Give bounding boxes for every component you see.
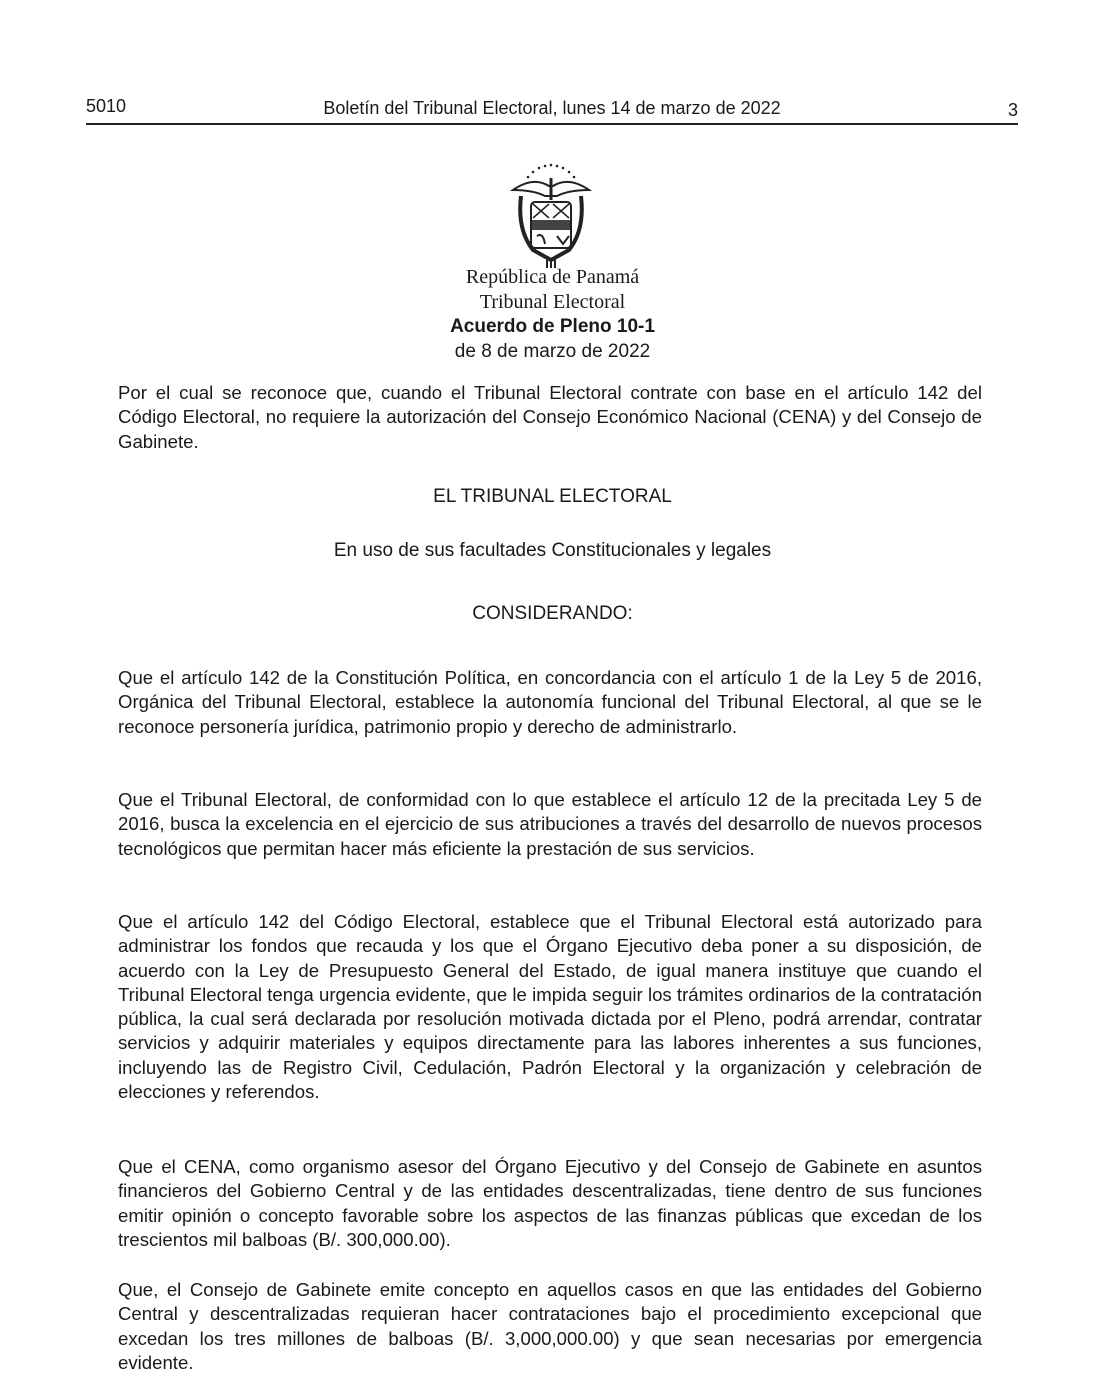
considering-paragraph-3: Que el artículo 142 del Código Electoral, establece que el Tribunal Electoral está autorizado para administrar los fondos que recauda y los que el Órgano Ejecutivo deba poner a su disposición, de acuerdo con la Ley de Presupuesto General del Estado, de igual manera instituye que cuando el Tribunal Electoral tenga urgencia evidente, que le impida seguir los trámites ordinarios de la contratación pública, la cual será declarada por resolución motivada dictada por el Pleno, podrá arrendar, contratar servicios y adquirir materiales y equipos directamente para las labores inherentes a sus funciones, incluyendo las de Registro Civil, Cedulación, Padrón Electoral y la organización y celebración de elecciones y referendos. <box>118 911 982 1103</box>
bulletin-title: Boletín del Tribunal Electoral, lunes 14 de marzo de 2022 <box>323 98 781 118</box>
header-rule <box>86 123 1018 125</box>
considering-heading: CONSIDERANDO: <box>472 603 633 624</box>
issuer-heading: EL TRIBUNAL ELECTORAL <box>433 486 672 507</box>
institution-name: Tribunal Electoral <box>479 291 626 313</box>
agreement-title: Acuerdo de Pleno 10-1 <box>450 316 655 337</box>
considering-paragraph-2: Que el Tribunal Electoral, de conformidad con lo que establece el artículo 12 de la precitada Ley 5 de 2016, busca la excelencia en el ejercicio de sus atribuciones a través del desarrollo de nuevos procesos tecnológicos que permitan hacer más eficiente la prestación de sus servicios. <box>118 789 982 859</box>
summary-paragraph: Por el cual se reconoce que, cuando el Tribunal Electoral contrate con base en el artículo 142 del Código Electoral, no requiere la autorización del Consejo Económico Nacional (CENA) y del Consejo de Gabinete. <box>118 382 982 452</box>
powers-line: En uso de sus facultades Constitucionales y legales <box>333 540 772 561</box>
page-number: 3 <box>1007 100 1018 120</box>
considering-paragraph-4: Que el CENA, como organismo asesor del Órgano Ejecutivo y del Consejo de Gabinete en asuntos financieros del Gobierno Central y de las entidades descentralizadas, tiene dentro de sus funciones emitir opinión o concepto favorable sobre los aspectos de las finanzas públicas que excedan de los trescientos mil balboas (B/. 300,000.00). <box>118 1156 982 1250</box>
coat-of-arms-icon <box>503 160 599 268</box>
country-name: República de Panamá <box>465 266 640 288</box>
considering-paragraph-5: Que, el Consejo de Gabinete emite concepto en aquellos casos en que las entidades del Gobierno Central y descentralizadas requieran hacer contrataciones bajo el procedimiento excepcional que excedan los tres millones de balboas (B/. 3,000,000.00) y que sean necesarias por emergencia evidente. <box>118 1279 982 1373</box>
page-header <box>86 96 1018 124</box>
agreement-date: de 8 de marzo de 2022 <box>454 341 651 362</box>
considering-paragraph-1: Que el artículo 142 de la Constitución Política, en concordancia con el artículo 1 de la Ley 5 de 2016, Orgánica del Tribunal Electoral, establece la autonomía funcional del Tribunal Electoral, al que se le reconoce personería jurídica, patrimonio propio y derecho de administrarlo. <box>118 667 982 737</box>
bulletin-number: 5010 <box>86 96 127 116</box>
